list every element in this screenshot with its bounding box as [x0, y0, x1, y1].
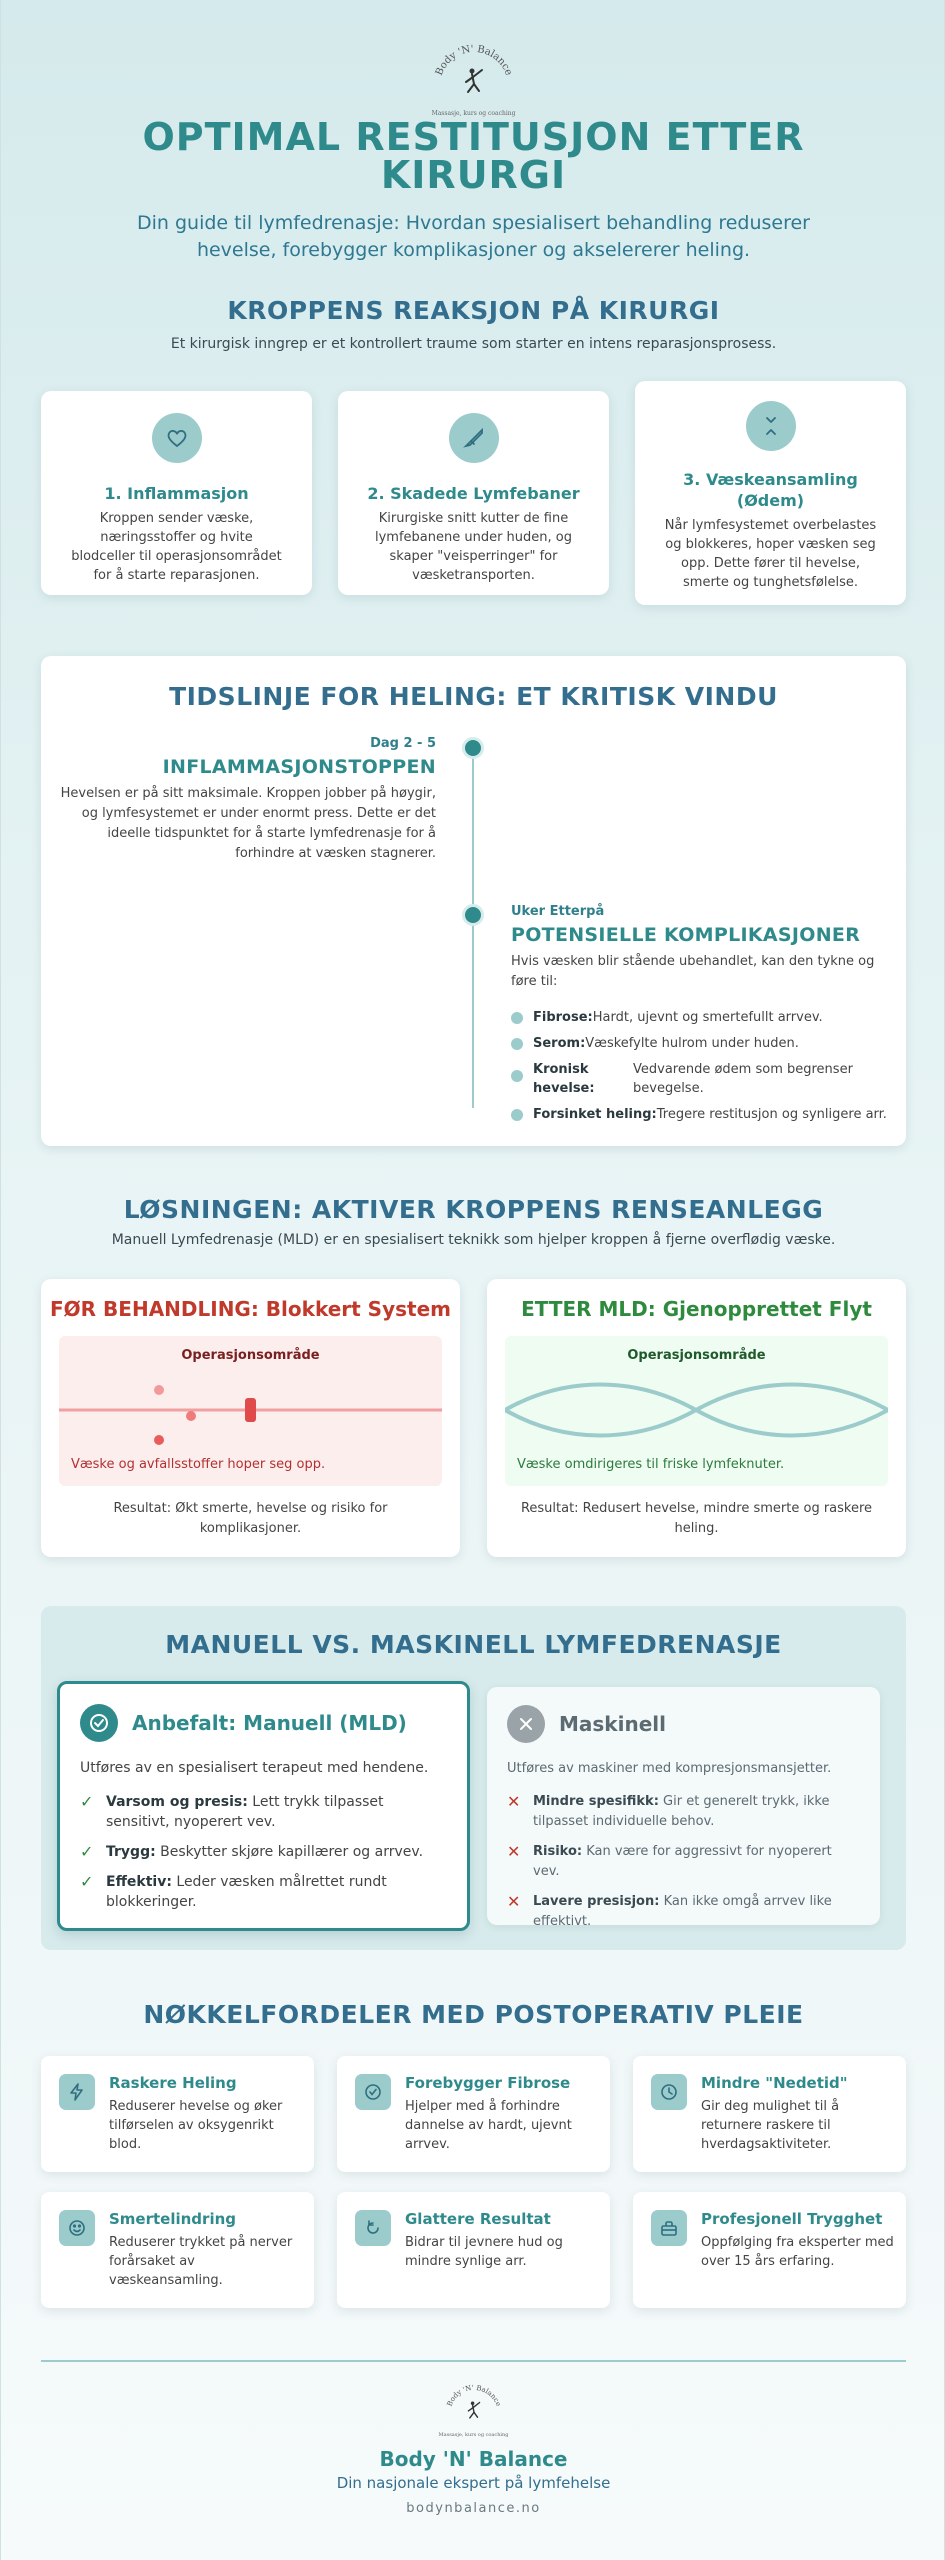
footer-divider	[41, 2360, 906, 2362]
reaction-card-text: Kroppen sender væske, næringsstoffer og hvite blodceller til operasjonsområdet for å starte reparasjonen.	[71, 511, 282, 583]
list-item: ✓ Trygg: Beskytter skjøre kapillærer og arrvev.	[80, 1842, 424, 1861]
timeline-card	[41, 656, 906, 1146]
benefit-title: Mindre "Nedetid"	[701, 2074, 848, 2092]
manual-header	[80, 1704, 467, 1742]
scalpel-icon	[449, 413, 499, 463]
x-icon: ✕	[507, 1842, 521, 1861]
logo-tagline: Massasje, kurs og coaching	[438, 2432, 509, 2438]
timeline-dot-2	[462, 904, 484, 926]
benefit-title: Glattere Resultat	[405, 2210, 551, 2228]
list-item: Forsinket heling: Tregere restitusjon og synligere arr.	[511, 1105, 891, 1124]
footer-logo	[1, 2384, 945, 2438]
phase-2-text: Hvis væsken blir stående ubehandlet, kan den tykne og føre til:	[511, 954, 875, 989]
page-title: OPTIMAL RESTITUSJON ETTER KIRURGI	[142, 115, 805, 197]
reaction-card-lymph	[338, 391, 609, 595]
list-item: Fibrose: Hardt, ujevnt og smertefullt arrvev.	[511, 1008, 891, 1027]
list-item: ✕ Lavere presisjon: Kan ikke omgå arrvev like effektivt.	[507, 1892, 860, 1932]
solution-subtitle: Manuell Lymfedrenasje (MLD) er en spesialisert teknikk som hjelper kroppen å fjerne overflødig væske.	[111, 1232, 836, 1248]
timeline-dot-1	[462, 737, 484, 759]
manual-intro: Utføres av en spesialisert terapeut med hendene.	[80, 1760, 429, 1776]
timeline-phase-2	[511, 904, 891, 1131]
reaction-card-title: 3. Væskeansamling (Ødem)	[683, 470, 858, 510]
reaction-card-inflammation	[41, 391, 312, 595]
list-item: ✓ Effektiv: Leder væsken målrettet rundt blokkeringer.	[80, 1872, 387, 1910]
benefits-title: NØKKELFORDELER MED POSTOPERATIV PLEIE	[143, 2000, 804, 2029]
manual-card	[57, 1681, 470, 1931]
after-card	[487, 1279, 906, 1557]
lightning-icon	[59, 2074, 95, 2110]
after-diagram	[505, 1336, 888, 1486]
benefit-card	[41, 2056, 314, 2172]
refresh-icon	[355, 2210, 391, 2246]
after-title: ETTER MLD: Gjenopprettet Flyt	[521, 1297, 872, 1321]
check-badge-icon	[80, 1704, 118, 1742]
timeline-phase-1	[46, 736, 436, 864]
benefit-card	[633, 2056, 906, 2172]
timeline-title: TIDSLINJE FOR HELING: ET KRITISK VINDU	[169, 682, 778, 711]
machine-title: Maskinell	[559, 1712, 666, 1736]
benefit-text: Oppfølging fra eksperter med over 15 års erfaring.	[701, 2235, 894, 2269]
solution-title: LØSNINGEN: AKTIVER KROPPENS RENSEANLEGG	[123, 1195, 824, 1224]
benefit-title: Profesjonell Trygghet	[701, 2210, 883, 2228]
logo-tagline: Massasje, kurs og coaching	[431, 110, 516, 117]
benefit-card	[337, 2192, 610, 2308]
check-circle-icon	[355, 2074, 391, 2110]
methods-title: MANUELL VS. MASKINELL LYMFEDRENASJE	[165, 1630, 782, 1659]
reaction-card-edema	[635, 381, 906, 605]
compress-icon	[746, 401, 796, 451]
complications-list	[511, 1008, 891, 1124]
brand-logo	[1, 44, 945, 117]
machine-list	[507, 1792, 860, 1932]
briefcase-icon	[651, 2210, 687, 2246]
benefit-card	[41, 2192, 314, 2308]
machine-header	[507, 1705, 880, 1743]
machine-card	[487, 1687, 880, 1929]
before-card	[41, 1279, 460, 1557]
after-area-label: Operasjonsområde	[627, 1348, 766, 1363]
reaction-card-title: 1. Inflammasjon	[104, 484, 249, 503]
benefit-title: Raskere Heling	[109, 2074, 237, 2092]
manual-title: Anbefalt: Manuell (MLD)	[132, 1711, 407, 1735]
check-icon: ✓	[80, 1842, 94, 1861]
benefit-text: Reduserer hevelse og øker tilførselen av oksygenrikt blod.	[109, 2099, 283, 2152]
list-item: Serom: Væskefylte hulrom under huden.	[511, 1034, 891, 1053]
reaction-subtitle: Et kirurgisk inngrep er et kontrollert traume som starter en intens reparasjonsprosess.	[170, 336, 777, 352]
phase-1-text: Hevelsen er på sitt maksimale. Kroppen jobber på høygir, og lymfesystemet er under enormt press. Dette er det ideelle tidspunktet for å starte lymfedrenasje for å forhindre at væsken stagnerer.	[60, 786, 436, 861]
phase-1-heading: INFLAMMASJONSTOPPEN	[162, 756, 436, 778]
benefit-text: Gir deg mulighet til å returnere raskere til hverdagsaktiviteter.	[701, 2099, 840, 2152]
check-icon: ✓	[80, 1872, 94, 1891]
footer-url[interactable]: bodynbalance.no	[406, 2501, 541, 2516]
list-item: Kronisk hevelse: Vedvarende ødem som begrenser bevegelse.	[511, 1060, 891, 1098]
after-note: Væske omdirigeres til friske lymfeknuter.	[517, 1457, 785, 1472]
benefit-title: Forebygger Fibrose	[405, 2074, 571, 2092]
list-item: ✕ Mindre spesifikk: Gir et generelt trykk, ikke tilpasset individuelle behov.	[507, 1792, 860, 1832]
phase-2-heading: POTENSIELLE KOMPLIKASJONER	[511, 924, 861, 946]
list-item: ✓ Varsom og presis: Lett trykk tilpasset sensitivt, nyoperert vev.	[80, 1792, 384, 1830]
benefit-card	[633, 2192, 906, 2308]
phase-2-label: Uker Etterpå	[511, 904, 605, 919]
x-badge-icon	[507, 1705, 545, 1743]
x-icon: ✕	[507, 1792, 521, 1811]
benefit-text: Bidrar til jevnere hud og mindre synlige arr.	[405, 2235, 563, 2269]
footer-tagline: Din nasjonale ekspert på lymfehelse	[336, 2474, 611, 2492]
check-icon: ✓	[80, 1792, 94, 1811]
after-result: Resultat: Redusert hevelse, mindre smerte og raskere heling.	[520, 1501, 873, 1536]
heart-icon	[152, 413, 202, 463]
before-note: Væske og avfallsstoffer hoper seg opp.	[71, 1457, 326, 1472]
benefit-card	[337, 2056, 610, 2172]
benefit-title: Smertelindring	[109, 2210, 237, 2228]
benefit-text: Reduserer trykket på nerver forårsaket av væskeansamling.	[109, 2235, 293, 2288]
logo-ring-text: Body 'N' Balance	[433, 44, 514, 78]
clock-icon	[651, 2074, 687, 2110]
logo-emblem	[424, 44, 524, 106]
hero-intro: Din guide til lymfedrenasje: Hvordan spesialisert behandling reduserer hevelse, forebygger komplikasjoner og akselererer heling.	[137, 212, 810, 261]
footer-brand-name: Body 'N' Balance	[379, 2447, 568, 2471]
before-title: FØR BEHANDLING: Blokkert System	[50, 1297, 451, 1321]
machine-intro: Utføres av maskiner med kompresjonsmansjetter.	[507, 1761, 832, 1776]
phase-1-label: Dag 2 - 5	[370, 736, 436, 751]
before-result: Resultat: Økt smerte, hevelse og risiko for komplikasjoner.	[113, 1501, 388, 1536]
timeline-line	[472, 748, 474, 1108]
logo-ring-text: Body 'N' Balance	[445, 2384, 502, 2408]
list-item: ✕ Risiko: Kan være for aggressivt for nyoperert vev.	[507, 1842, 860, 1882]
x-icon: ✕	[507, 1892, 521, 1911]
reaction-card-title: 2. Skadede Lymfebaner	[367, 484, 580, 503]
reaction-title: KROPPENS REAKSJON PÅ KIRURGI	[227, 296, 720, 325]
reaction-card-text: Kirurgiske snitt kutter de fine lymfebanene under huden, og skaper "veisperringer" for væsketransporten.	[374, 511, 572, 583]
before-diagram	[59, 1336, 442, 1486]
manual-list	[80, 1792, 447, 1912]
before-area-label: Operasjonsområde	[181, 1348, 320, 1363]
reaction-card-text: Når lymfesystemet overbelastes og blokkeres, hoper væsken seg opp. Dette fører til hevelse, smerte og tunghetsfølelse.	[664, 518, 877, 590]
smile-icon	[59, 2210, 95, 2246]
logo-emblem	[439, 2384, 509, 2428]
benefit-text: Hjelper med å forhindre dannelse av hardt, ujevnt arrvev.	[405, 2099, 572, 2152]
